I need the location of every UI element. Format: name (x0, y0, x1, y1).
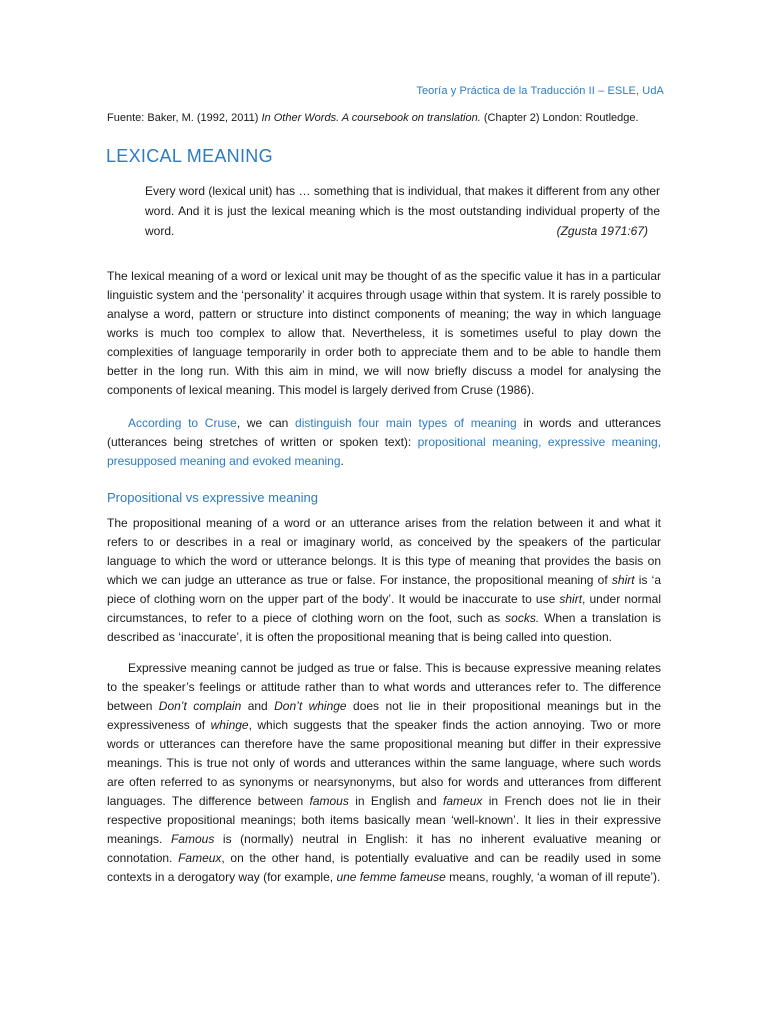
example-word: shirt (559, 592, 583, 606)
example-word: Don’t complain (158, 699, 242, 713)
example-word: Fameux (178, 851, 222, 865)
source-book-title: In Other Words. A coursebook on translation. (261, 112, 481, 124)
source-prefix: Fuente: Baker, M. (1992, 2011) (107, 112, 262, 124)
text-run: Expressive meaning cannot be judged as true or false. This is because expressive meaning relates to the speaker’s feelings or attitude rather than to what words and utterances refer to. The difference between (107, 661, 661, 713)
epigraph-quote (145, 181, 660, 241)
cruse-reference: According to Cruse (128, 416, 237, 430)
text-run: When a translation is described as ‘inaccurate’, it is often the propositional meaning that is being called into question. (107, 611, 662, 644)
example-word: shirt (611, 573, 635, 587)
text-run: , on the other hand, is potentially evaluative and can be readily used in some contexts in a derogatory way (for example, (107, 851, 662, 884)
example-word: whinge (210, 718, 249, 732)
paragraph-expressive (107, 659, 661, 887)
text-run: is ‘a piece of clothing worn on the upper part of the body’. It would be inaccurate to use (107, 573, 661, 606)
quote-text: Every word (lexical unit) has … something that is individual, that makes it different from any other word. And it is just the lexical meaning which is the most outstanding individual property of the word. (145, 184, 660, 238)
example-word: Famous (170, 832, 215, 846)
text-run: in English and (348, 794, 444, 808)
example-word: fameux (443, 794, 483, 808)
quote-citation: (Zgusta 1971:67) (556, 224, 648, 238)
text-run: , which suggests that the speaker finds the action annoying. Two or more words or utterances can therefore have the same propositional meaning but differ in their expressive meanings. This is true not only of words and utterances within the same language, where such words are often referred to as synonyms or nearsynonyms, but also for words and utterances from different languages. The difference between (107, 718, 661, 808)
example-word: une femme fameuse (336, 870, 446, 884)
example-word: Don’t whinge (274, 699, 347, 713)
example-word: socks. (505, 611, 540, 625)
text-run: in French does not lie in their respective propositional meanings; both items basically mean ‘well-known’. It lies in their expressive meanings. (107, 794, 661, 846)
text-run: , we can (236, 416, 296, 430)
four-types-highlight: distinguish four main types of meaning (295, 416, 517, 430)
text-run: means, roughly, ‘a woman of ill repute’). (445, 870, 661, 884)
course-header: Teoría y Práctica de la Traducción II – ESLE, UdA (416, 85, 664, 97)
paragraph-cruse-types (107, 414, 661, 471)
text-run: and (241, 699, 275, 713)
example-word: famous (309, 794, 349, 808)
paragraph-lexical-meaning: The lexical meaning of a word or lexical unit may be thought of as the specific value it has in a particular linguistic system and the ‘personality’ it acquires through usage within that system. It is rarely possible to analyse a word, pattern or structure into distinct components of meaning; the way in which language works is much too complex to allow that. Nevertheless, it is sometimes useful to play down the complexities of language temporarily in order both to appreciate them and to be able to handle them better in the long run. With this aim in mind, we will now briefly discuss a model for analysing the components of lexical meaning. This model is largely derived from Cruse (1986). (107, 269, 661, 397)
source-suffix: (Chapter 2) London: Routledge. (480, 112, 639, 124)
text-run: , under normal circumstances, to refer to a piece of clothing worn on the foot, such as (107, 592, 661, 625)
paragraph-propositional (107, 514, 661, 647)
text-run: is (normally) neutral in English: it has no inherent evaluative meaning or connotation. (107, 832, 662, 865)
page-title: LEXICAL MEANING (106, 146, 273, 166)
text-run: The propositional meaning of a word or an utterance arises from the relation between it and what it refers to or describes in a real or imaginary world, as conceived by the speakers of the particular language to which the word or utterance belongs. It is this type of meaning that provides the basis on which we can judge an utterance as true or false. For instance, the propositional meaning of (107, 516, 661, 587)
section-heading: Propositional vs expressive meaning (107, 490, 318, 505)
text-run: . (340, 454, 344, 468)
text-run: does not lie in their propositional meanings but in the expressiveness of (107, 699, 662, 732)
source-citation (107, 112, 663, 124)
meaning-types-list: propositional meaning, expressive meaning, presupposed meaning and evoked meaning (107, 435, 662, 468)
text-run: in words and utterances (utterances being stretches of written or spoken text): (107, 416, 662, 449)
